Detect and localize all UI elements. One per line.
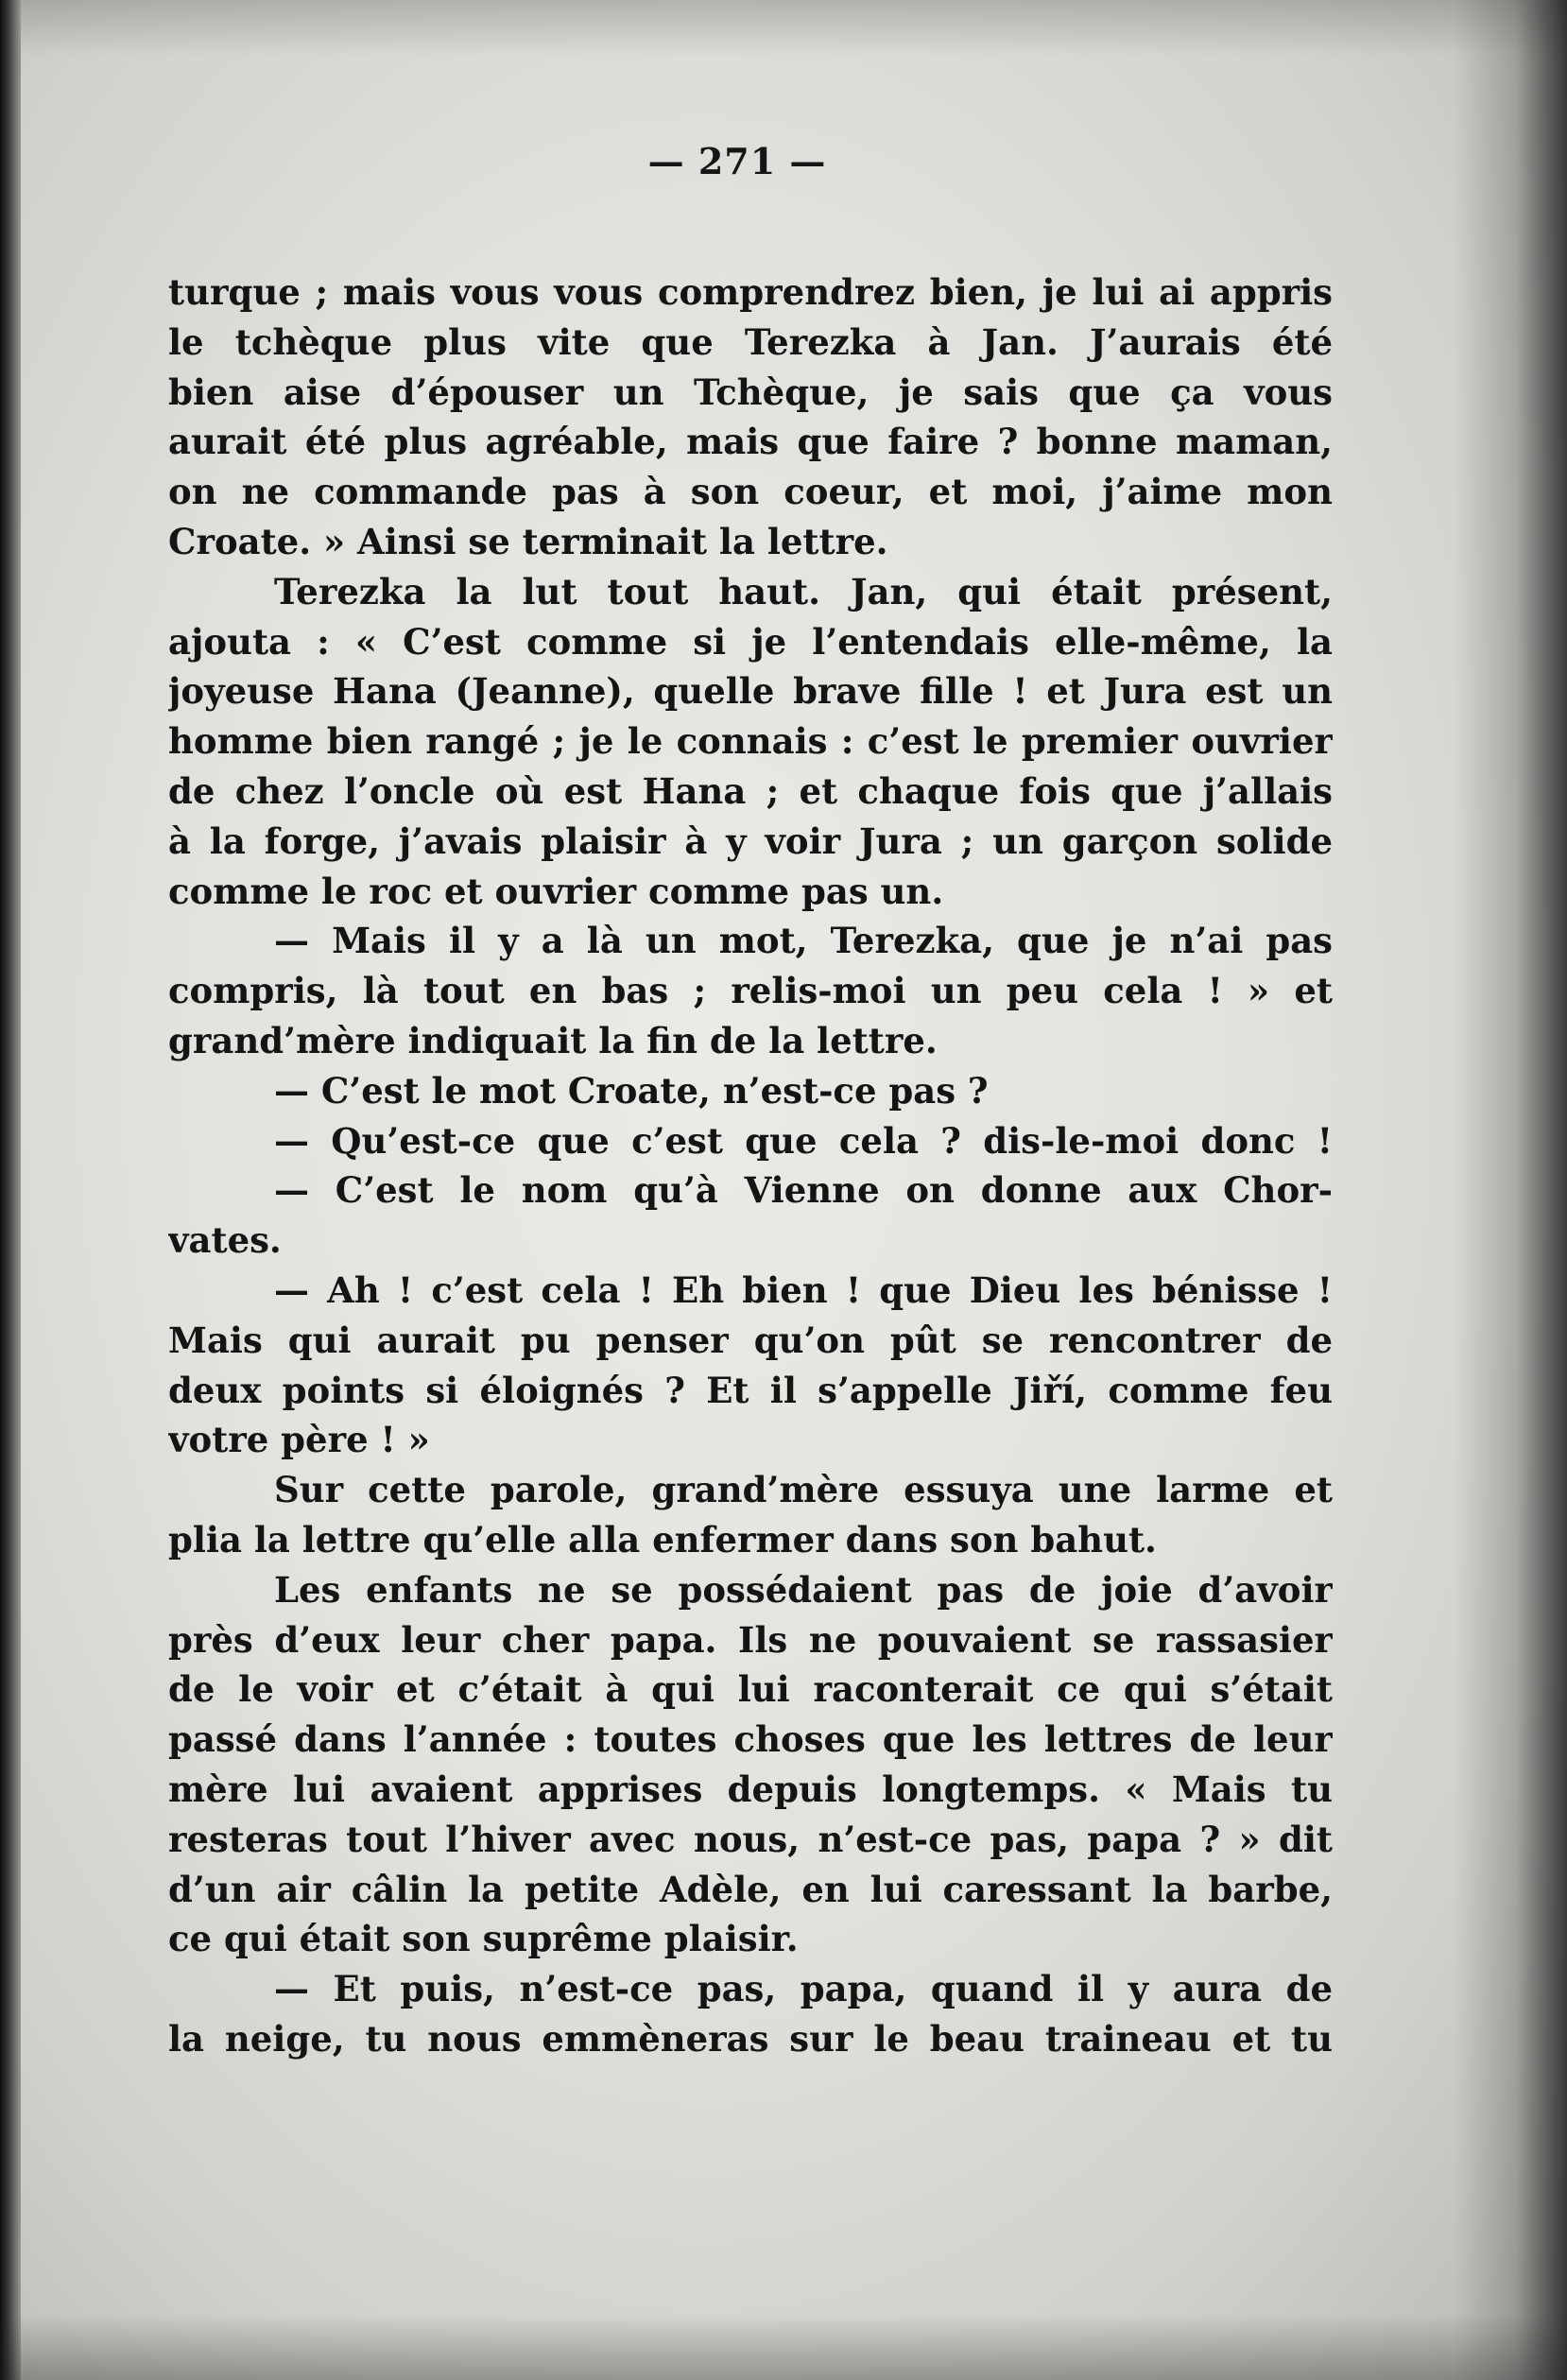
text-line: près d’eux leur cher papa. Ils ne pouvaient se rassasier bbox=[168, 1618, 1333, 1661]
text-line: Terezka la lut tout haut. Jan, qui était présent, bbox=[274, 570, 1333, 612]
page-top-shadow bbox=[0, 0, 1567, 57]
body-text bbox=[168, 267, 1333, 2064]
text-line: de chez l’oncle où est Hana ; et chaque fois que j’allais bbox=[168, 769, 1333, 812]
page-bottom-shadow bbox=[0, 2314, 1567, 2380]
text-line: — Mais il y a là un mot, Terezka, que je n’ai pas bbox=[274, 920, 1333, 962]
text-line: Croate. » Ainsi se terminait la lettre. bbox=[168, 520, 888, 562]
text-line: grand’mère indiquait la fin de la lettre. bbox=[168, 1019, 938, 1061]
text-line: votre père ! » bbox=[168, 1419, 430, 1461]
text-line: Mais qui aurait pu penser qu’on pût se rencontrer de bbox=[168, 1319, 1333, 1361]
text-line: Sur cette parole, grand’mère essuya une larme et bbox=[274, 1469, 1333, 1511]
text-line: le tchèque plus vite que Terezka à Jan. J’aurais été bbox=[168, 320, 1333, 363]
text-line: ce qui était son suprême plaisir. bbox=[168, 1918, 799, 1960]
text-line: vates. bbox=[168, 1219, 282, 1262]
text-line: la neige, tu nous emmèneras sur le beau traineau et tu bbox=[168, 2017, 1333, 2060]
text-line: on ne commande pas à son coeur, et moi, j’aime mon bbox=[168, 471, 1333, 513]
text-line: de le voir et c’était à qui lui raconterait ce qui s’était bbox=[168, 1668, 1333, 1711]
text-line: Les enfants ne se possédaient pas de joie d’avoir bbox=[274, 1568, 1333, 1611]
binding-edge bbox=[0, 0, 21, 2380]
text-line: comme le roc et ouvrier comme pas un. bbox=[168, 870, 944, 912]
text-line: homme bien rangé ; je le connais : c’est le premier ouvrier bbox=[168, 720, 1333, 763]
text-line: joyeuse Hana (Jeanne), quelle brave fille ! et Jura est un bbox=[168, 670, 1333, 713]
text-line: turque ; mais vous vous comprendrez bien, je lui ai appris bbox=[168, 271, 1333, 313]
text-line: d’un air câlin la petite Adèle, en lui caressant la barbe, bbox=[168, 1868, 1333, 1910]
text-line: — C’est le mot Croate, n’est-ce pas ? bbox=[274, 1069, 989, 1112]
text-line: ajouta : « C’est comme si je l’entendais elle-même, la bbox=[168, 620, 1333, 663]
text-line: mère lui avaient apprises depuis longtemps. « Mais tu bbox=[168, 1768, 1333, 1810]
text-line: — Qu’est-ce que c’est que cela ? dis-le-moi donc ! bbox=[274, 1119, 1333, 1162]
text-line: passé dans l’année : toutes choses que les lettres de leur bbox=[168, 1718, 1333, 1761]
text-line: deux points si éloignés ? Et il s’appelle Jiří, comme feu bbox=[168, 1369, 1333, 1411]
page-number: — 271 — bbox=[647, 140, 827, 182]
text-line: resteras tout l’hiver avec nous, n’est-ce pas, papa ? » dit bbox=[168, 1818, 1333, 1860]
text-line: — Ah ! c’est cela ! Eh bien ! que Dieu les bénisse ! bbox=[274, 1268, 1333, 1311]
text-line: — C’est le nom qu’à Vienne on donne aux Chor- bbox=[274, 1169, 1333, 1212]
text-line: plia la lettre qu’elle alla enfermer dans son bahut. bbox=[168, 1518, 1157, 1561]
text-line: — Et puis, n’est-ce pas, papa, quand il y aura de bbox=[274, 1968, 1333, 2010]
text-line: à la forge, j’avais plaisir à y voir Jura ; un garçon solide bbox=[168, 819, 1333, 862]
page-right-shadow bbox=[1454, 0, 1567, 2380]
text-line: compris, là tout en bas ; relis-moi un peu cela ! » et bbox=[168, 970, 1333, 1012]
text-line: bien aise d’épouser un Tchèque, je sais que ça vous bbox=[168, 371, 1333, 413]
text-line: aurait été plus agréable, mais que faire ? bonne maman, bbox=[168, 421, 1333, 463]
